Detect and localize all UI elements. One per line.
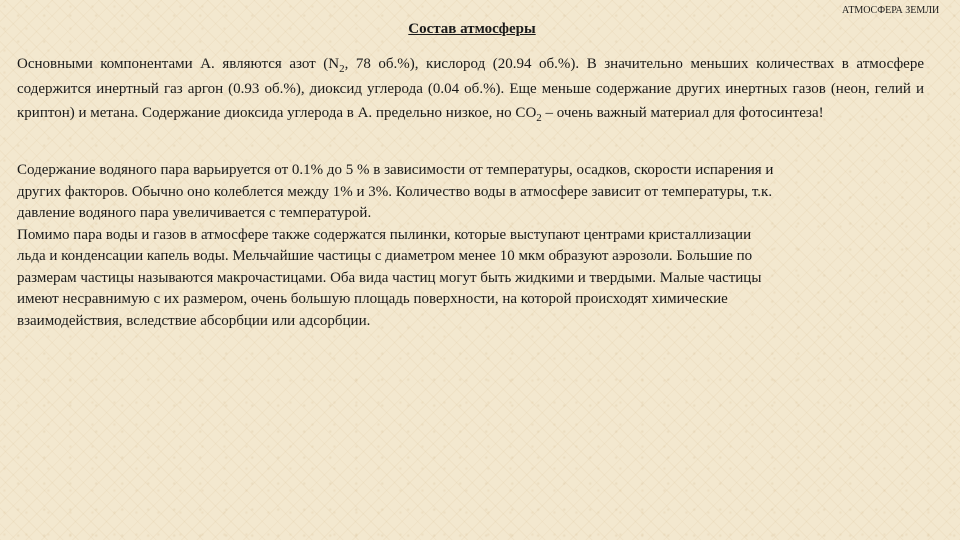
paragraph-2-line: имеют несравнимую с их размером, очень большую площадь поверхности, на которой происходят химические <box>17 291 728 307</box>
co2-subscript: 2 <box>536 112 542 124</box>
header-label: АТМОСФЕРА ЗЕМЛИ <box>842 5 940 16</box>
paragraph-1-text-3: – очень важный материал для фотосинтеза! <box>541 105 824 121</box>
paragraph-2-line: Помимо пара воды и газов в атмосфере также содержатся пылинки, которые выступают центрами кристаллизации <box>17 226 752 243</box>
paragraph-2-line: льда и конденсации капель воды. Мельчайшие частицы с диаметром менее 10 мкм образуют аэрозоли. Большие по <box>17 248 753 264</box>
paragraph-2-line: давление водяного пара увеличивается с температурой. <box>17 205 372 221</box>
page-title: Состав атмосферы <box>408 21 536 37</box>
paragraph-2-line: взаимодействия, вследствие абсорбции или адсорбции. <box>17 312 371 329</box>
paragraph-2-line: других факторов. Обычно оно колеблется между 1% и 3%. Количество воды в атмосфере зависит от температуры, т.к. <box>17 183 773 200</box>
paragraph-water-vapor-particles <box>17 160 929 332</box>
paragraph-1-text-1: Основными компонентами А. являются азот (N <box>17 56 340 72</box>
paragraph-main-components <box>17 52 924 126</box>
paragraph-2-line: Содержание водяного пара варьируется от 0.1% до 5 % в зависимости от температуры, осадков, скорости испарения и <box>17 162 774 178</box>
paragraph-1-text-2: , 78 об.%), кислород (20.94 об.%). В значительно меньших количествах в атмосфере содержится инертный газ аргон (0.93 об.%), диоксид углерода (0.04 об.%). Еще меньше содержание других инертных газов (неон, гелий и криптон) и метана. Содержание диоксида углерода в А. предельно низкое, но CO <box>17 56 924 121</box>
paragraph-2-line: размерам частицы называются макрочастицами. Оба вида частиц могут быть жидкими и твердыми. Малые частицы <box>17 269 762 286</box>
n2-subscript: 2 <box>339 63 345 75</box>
